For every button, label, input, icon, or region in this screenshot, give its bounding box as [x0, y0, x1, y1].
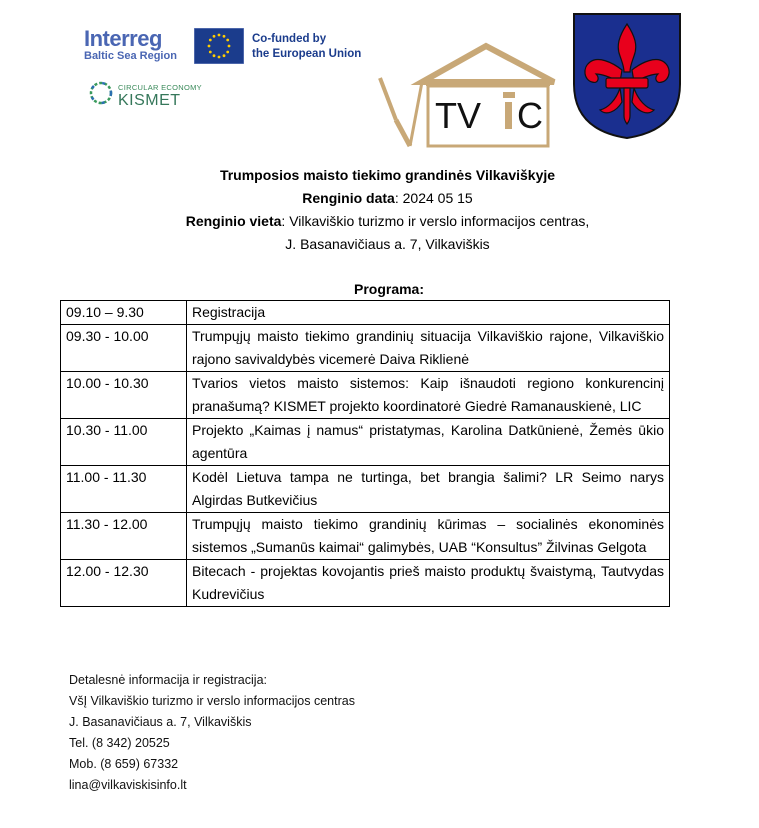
tvic-logo: [374, 42, 558, 150]
table-row: [61, 560, 670, 607]
event-title: [0, 164, 759, 187]
kismet-tagline: CIRCULAR ECONOMY: [118, 83, 202, 92]
event-date: [0, 187, 759, 210]
event-place: [0, 210, 759, 233]
desc-cell: Registracija: [187, 301, 670, 325]
logo-bar: [0, 0, 759, 150]
date-label: Renginio data: [302, 190, 395, 206]
time-cell: 09.30 - 10.00: [61, 325, 187, 372]
program-title: Programa:: [353, 281, 425, 297]
table-row: [61, 372, 670, 419]
contact-phone: Tel. (8 342) 20525: [69, 736, 170, 750]
desc-cell: Bitecach - projektas kovojantis prieš maisto produktų švaistymą, Tautvydas Kudrevičius: [187, 560, 670, 607]
interreg-logo: [84, 28, 177, 63]
eu-line-2: the European Union: [252, 48, 362, 60]
table-row: [61, 301, 670, 325]
time-cell: 11.00 - 11.30: [61, 466, 187, 513]
time-cell: 10.00 - 10.30: [61, 372, 187, 419]
time-cell: 09.10 – 9.30: [61, 301, 187, 325]
place-value: : Vilkaviškio turizmo ir verslo informacijos centras,: [281, 213, 590, 229]
place-label: Renginio vieta: [185, 213, 282, 229]
program-table: [60, 300, 670, 607]
interreg-wordmark: Interreg: [84, 26, 162, 51]
contact-email[interactable]: lina@vilkaviskisinfo.lt: [69, 778, 187, 792]
event-header: [0, 164, 759, 256]
coat-of-arms-icon: [572, 12, 682, 140]
contact-mobile: Mob. (8 659) 67332: [69, 757, 179, 771]
eu-flag-icon: [194, 28, 244, 64]
svg-text:C: C: [517, 95, 543, 136]
contact-heading: Detalesnė informacija ir registracija:: [69, 673, 267, 687]
kismet-name: KISMET: [118, 92, 181, 109]
desc-cell: Trumpųjų maisto tiekimo grandinių kūrimas – socialinės ekonominės sistemos „Sumanūs kaimai“ galimybės, UAB “Konsultus” Žilvinas Gelgota: [187, 513, 670, 560]
contact-organization: VšĮ Vilkaviškio turizmo ir verslo informacijos centras: [69, 694, 355, 708]
contact-info: [69, 670, 355, 796]
desc-cell: Projekto „Kaimas į namus“ pristatymas, Karolina Datkūnienė, Žemės ūkio agentūra: [187, 419, 670, 466]
interreg-region: Baltic Sea Region: [84, 50, 177, 62]
kismet-ring-icon: [88, 80, 114, 106]
time-cell: 10.30 - 11.00: [61, 419, 187, 466]
desc-cell: Tvarios vietos maisto sistemos: Kaip išnaudoti regiono konkurencinį pranašumą? KISMET projekto koordinatorė Giedrė Ramanauskienė, LIC: [187, 372, 670, 419]
event-address: J. Basanavičiaus a. 7, Vilkaviškis: [285, 236, 490, 252]
desc-cell: Kodėl Lietuva tampa ne turtinga, bet brangia šalimi? LR Seimo narys Algirdas Butkevičius: [187, 466, 670, 513]
table-row: [61, 419, 670, 466]
desc-cell: Trumpųjų maisto tiekimo grandinių situacija Vilkaviškio rajone, Vilkaviškio rajono savivaldybės vicemerė Daiva Riklienė: [187, 325, 670, 372]
time-cell: 11.30 - 12.00: [61, 513, 187, 560]
table-row: [61, 466, 670, 513]
time-cell: 12.00 - 12.30: [61, 560, 187, 607]
table-row: [61, 513, 670, 560]
contact-address: J. Basanavičiaus a. 7, Vilkaviškis: [69, 715, 252, 729]
event-title-text: Trumposios maisto tiekimo grandinės Vilkaviškyje: [219, 167, 556, 183]
tvic-text: TV: [435, 95, 482, 136]
eu-line-1: Co-funded by: [252, 33, 327, 45]
eu-cofunded-text: [252, 32, 361, 62]
table-row: [61, 325, 670, 372]
date-value: : 2024 05 15: [394, 190, 473, 206]
